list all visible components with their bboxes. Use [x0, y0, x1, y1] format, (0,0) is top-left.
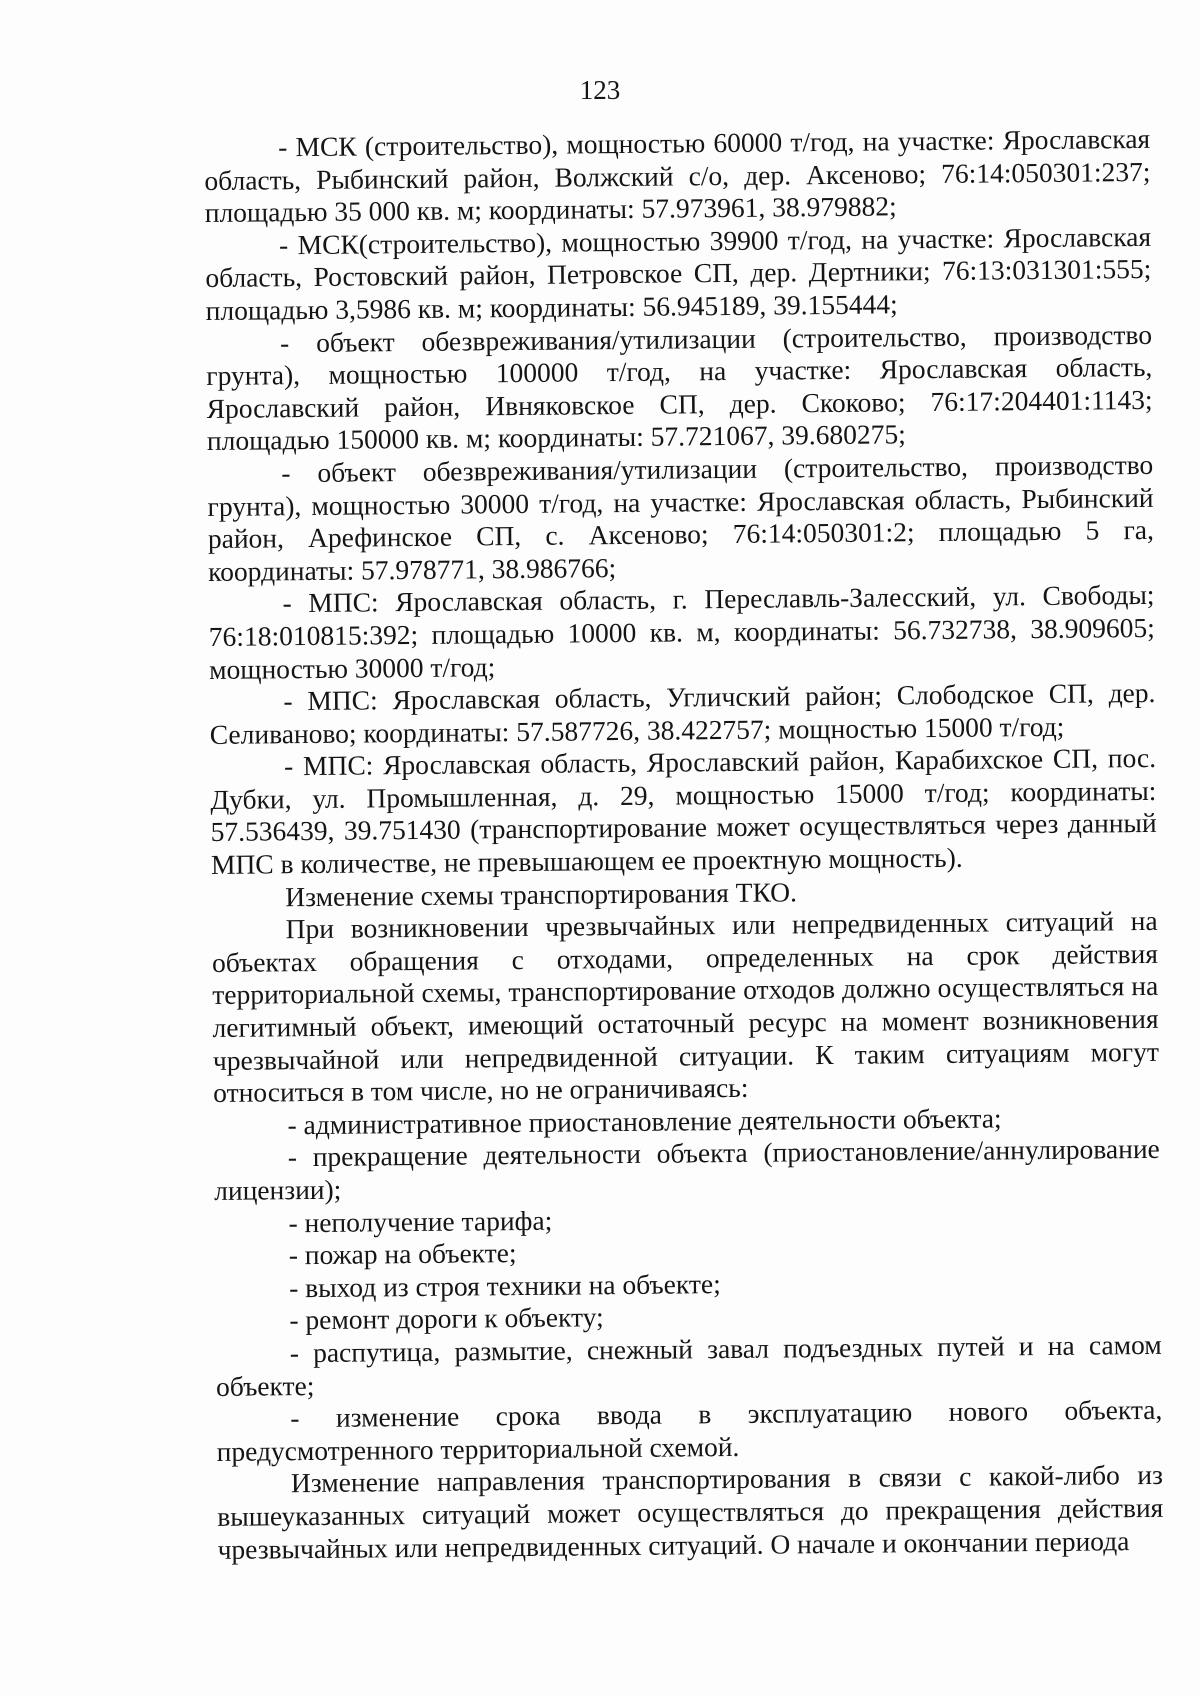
list-item: - неполучение тарифа;	[288, 1204, 553, 1238]
list-item: - выход из строя техники на объекте;	[288, 1267, 721, 1304]
paragraph-object-yaroslavl: - объект обезвреживания/утилизации (строительство, производство грунта), мощностью 100000 т/год, на участке: Ярославская область, Ярославский район, Ивняковское СП, дер. Скоково; 76:17:204401:1143; площадью 150000 кв. м; координаты: 57.721067, 39.680275;	[206, 318, 1153, 457]
list-item: - изменение срока ввода в эксплуатацию нового объекта, предусмотренного территориальной схемой.	[216, 1394, 1163, 1467]
paragraph-mps-pereslavl: - МПС: Ярославская область, г. Переславль-Залесский, ул. Свободы; 76:18:010815:392; площадью 10000 кв. м, координаты: 56.732738, 38.909605; мощностью 30000 т/год;	[208, 579, 1155, 685]
list-item: - пожар на объекте;	[288, 1237, 517, 1271]
paragraph-object-rybinsk: - объект обезвреживания/утилизации (строительство, производство грунта), мощностью 30000 т/год, на участке: Ярославская область, Рыбинский район, Арефинское СП, с. Аксеново; 76:14:050301:2; площадью 5 га, координаты: 57.978771, 38.986766;	[207, 448, 1155, 587]
paragraph-emergency-intro: При возникновении чрезвычайных или непредвиденных ситуаций на объектах обращения с отходами, определенных на срок действия территориальной схемы, транспортирование отходов должно осуществляться на легитимный объект, имеющий остаточный ресурс на момент возникновения чрезвычайной или непредвиденной ситуации. К таким ситуациям могут относиться в том числе, но не ограничиваясь:	[211, 905, 1160, 1109]
document-body	[204, 123, 1164, 1566]
list-item: - распутица, размытие, снежный завал подъездных путей и на самом объекте;	[215, 1328, 1162, 1402]
section-heading: Изменение схемы транспортирования ТКО.	[285, 876, 798, 912]
list-item: - ремонт дороги к объекту;	[289, 1301, 604, 1336]
paragraph-msk-rybinsk: - МСК (строительство), мощностью 60000 т/год, на участке: Ярославская область, Рыбинский район, Волжский с/о, дер. Аксеново; 76:14:050301:237; площадью 35 000 кв. м; координаты: 57.973961, 38.979882;	[204, 122, 1151, 229]
paragraph-msk-rostov: - МСК(строительство), мощностью 39900 т/год, на участке: Ярославская область, Ростовский район, Петровское СП, дер. Дертники; 76:13:031301:555; площадью 3,5986 кв. м; координаты: 56.945189, 39.155444;	[205, 220, 1152, 326]
paragraph-direction-change: Изменение направления транспортирования в связи с какой-либо из вышеуказанных ситуаций может осуществляться до прекращения действия чрезвычайных или непредвиденных ситуаций. О начале и окончании периода	[217, 1459, 1164, 1565]
list-item: - прекращение деятельности объекта (приостановление/аннулирование лицензии);	[214, 1133, 1160, 1206]
page-number: 123	[579, 75, 621, 105]
paragraph-mps-uglich: - МПС: Ярославская область, Угличский район; Слободское СП, дер. Селиваново; координаты: 57.587726, 38.422757; мощностью 15000 т/год;	[209, 676, 1156, 750]
list-item: - административное приостановление деятельности объекта;	[287, 1102, 1002, 1141]
paragraph-mps-dubki: - МПС: Ярославская область, Ярославский район, Карабихское СП, пос. Дубки, ул. Промышленная, д. 29, мощностью 15000 т/год; координаты: 57.536439, 39.751430 (транспортирование может осуществляться через данный МПС в количестве, не превышающем ее проектную мощность).	[210, 742, 1157, 881]
